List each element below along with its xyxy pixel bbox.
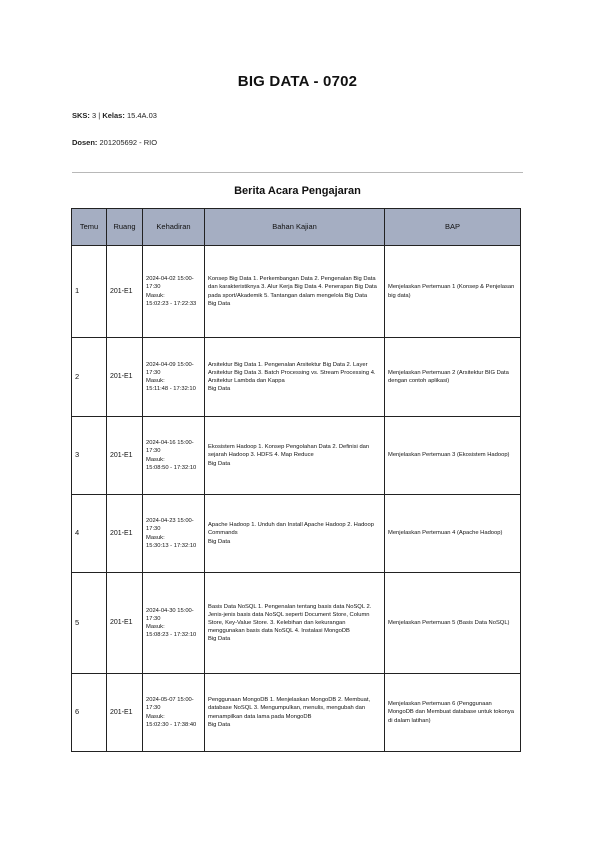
ruang-cell: 201-E1 xyxy=(107,246,143,338)
temu-cell: 3 xyxy=(72,417,107,495)
mata-kuliah-text: Big Data xyxy=(208,300,231,307)
dosen-label: Dosen: xyxy=(72,138,98,147)
bap-cell: Menjelaskan Pertemuan 4 (Apache Hadoop) xyxy=(385,495,521,573)
sks-label: SKS: xyxy=(72,111,90,120)
temu-cell: 4 xyxy=(72,495,107,573)
table-row xyxy=(72,573,521,674)
bap-cell: Menjelaskan Pertemuan 6 (Penggunaan MongoDB dan Membuat database untuk tokonya di dalam latihan) xyxy=(385,674,521,752)
bahan-kajian-text: Ekosistem Hadoop 1. Konsep Pengolahan Data 2. Definisi dan sejarah Hadoop 3. HDFS 4. Map Reduce xyxy=(208,444,370,459)
teaching-record-table xyxy=(71,208,521,752)
masuk-range: 15:30:13 - 17:32:10 xyxy=(146,542,197,549)
table-row xyxy=(72,674,521,752)
session-datetime: 2024-04-16 15:00-17:30 xyxy=(146,440,194,455)
document-title: BIG DATA - 0702 xyxy=(237,73,358,90)
bahan-kajian-cell xyxy=(205,573,385,674)
temu-cell: 5 xyxy=(72,573,107,674)
ruang-cell: 201-E1 xyxy=(107,674,143,752)
kehadiran-cell xyxy=(143,495,205,573)
column-header-temu: Temu xyxy=(72,209,107,246)
bahan-kajian-cell xyxy=(205,338,385,417)
table-row xyxy=(72,495,521,573)
kehadiran-cell xyxy=(143,674,205,752)
section-title: Berita Acara Pengajaran xyxy=(234,185,361,197)
masuk-range: 15:08:23 - 17:32:10 xyxy=(146,632,197,639)
column-header-kehadiran: Kehadiran xyxy=(143,209,205,246)
session-datetime: 2024-04-02 15:00-17:30 xyxy=(146,276,194,291)
masuk-label: Masuk: xyxy=(146,713,165,720)
session-datetime: 2024-04-09 15:00-17:30 xyxy=(146,361,194,376)
table-row xyxy=(72,246,521,338)
table-header-row xyxy=(72,209,521,246)
bap-cell: Menjelaskan Pertemuan 5 (Basis Data NoSQL) xyxy=(385,573,521,674)
column-header-bap: BAP xyxy=(385,209,521,246)
masuk-label: Masuk: xyxy=(146,378,165,384)
mata-kuliah-text: Big Data xyxy=(208,636,231,643)
kelas-label: Kelas: xyxy=(102,111,125,120)
temu-cell: 2 xyxy=(72,338,107,417)
session-datetime: 2024-04-30 15:00-17:30 xyxy=(146,607,194,622)
masuk-range: 15:08:50 - 17:32:10 xyxy=(146,464,197,471)
bap-cell: Menjelaskan Pertemuan 1 (Konsep & Penjelasan big data) xyxy=(385,246,521,338)
bap-cell: Menjelaskan Pertemuan 2 (Arsitektur BIG Data dengan contoh aplikasi) xyxy=(385,338,521,417)
masuk-range: 15:02:30 - 17:38:40 xyxy=(146,721,197,728)
masuk-range: 15:11:48 - 17:32:10 xyxy=(146,386,196,393)
ruang-cell: 201-E1 xyxy=(107,338,143,417)
course-info xyxy=(72,111,157,120)
ruang-cell: 201-E1 xyxy=(107,417,143,495)
column-header-bahan-kajian: Bahan Kajian xyxy=(205,209,385,246)
kehadiran-cell xyxy=(143,246,205,338)
bahan-kajian-text: Apache Hadoop 1. Unduh dan Install Apache Hadoop 2. Hadoop Commands xyxy=(208,522,374,537)
info-separator: | xyxy=(98,111,101,120)
lecturer-info xyxy=(72,138,157,147)
mata-kuliah-text: Big Data xyxy=(208,386,231,393)
bahan-kajian-cell xyxy=(205,417,385,495)
kehadiran-cell xyxy=(143,573,205,674)
column-header-ruang: Ruang xyxy=(107,209,143,246)
temu-cell: 6 xyxy=(72,674,107,752)
session-datetime: 2024-05-07 15:00-17:30 xyxy=(146,697,194,712)
bahan-kajian-cell xyxy=(205,495,385,573)
ruang-cell: 201-E1 xyxy=(107,573,143,674)
masuk-range: 15:02:23 - 17:22:33 xyxy=(146,300,197,307)
masuk-label: Masuk: xyxy=(146,624,165,630)
kelas-value: 15.4A.03 xyxy=(126,111,157,120)
table-row xyxy=(72,338,521,417)
masuk-label: Masuk: xyxy=(146,456,165,463)
bahan-kajian-cell xyxy=(205,674,385,752)
table-row xyxy=(72,417,521,495)
masuk-label: Masuk: xyxy=(146,292,165,299)
bahan-kajian-text: Penggunaan MongoDB 1. Menjelaskan MongoDB 2. Membuat, database NoSQL 3. Mengumpulkan, menulis, mengubah dan menampilkan data lama pada MongoDB xyxy=(208,697,371,720)
temu-cell: 1 xyxy=(72,246,107,338)
bahan-kajian-cell xyxy=(205,246,385,338)
dosen-value: 201205692 - RIO xyxy=(99,138,158,147)
mata-kuliah-text: Big Data xyxy=(208,721,231,728)
masuk-label: Masuk: xyxy=(146,534,165,541)
mata-kuliah-text: Big Data xyxy=(208,460,231,467)
bahan-kajian-text: Konsep Big Data 1. Perkembangan Data 2. Pengenalan Big Data dan karakteristiknya 3. Alur Kerja Big Data 4. Penerapan Big Data pada sport/Akademik 5. Tantangan dalam mengelola Big Data xyxy=(208,276,377,299)
mata-kuliah-text: Big Data xyxy=(208,538,231,545)
bap-cell: Menjelaskan Pertemuan 3 (Ekosistem Hadoop) xyxy=(385,417,521,495)
divider xyxy=(72,172,523,173)
sks-value: 3 xyxy=(92,111,97,120)
kehadiran-cell xyxy=(143,338,205,417)
ruang-cell: 201-E1 xyxy=(107,495,143,573)
kehadiran-cell xyxy=(143,417,205,495)
session-datetime: 2024-04-23 15:00-17:30 xyxy=(146,518,194,533)
bahan-kajian-text: Basis Data NoSQL 1. Pengenalan tentang basis data NoSQL 2. Jenis-jenis basis data NoSQL seperti Document Store, Column Store, Key-Value Store. 3. Kelebihan dan kekurangan menggunakan basis data NoSQL 4. Instalasi MongoDB xyxy=(208,603,372,635)
bahan-kajian-text: Arsitektur Big Data 1. Pengenalan Arsitektur Big Data 2. Layer Arsitektur Big Data 3. Batch Processing vs. Stream Processing 4. Arsitektur Lambda dan Kappa xyxy=(208,361,376,384)
